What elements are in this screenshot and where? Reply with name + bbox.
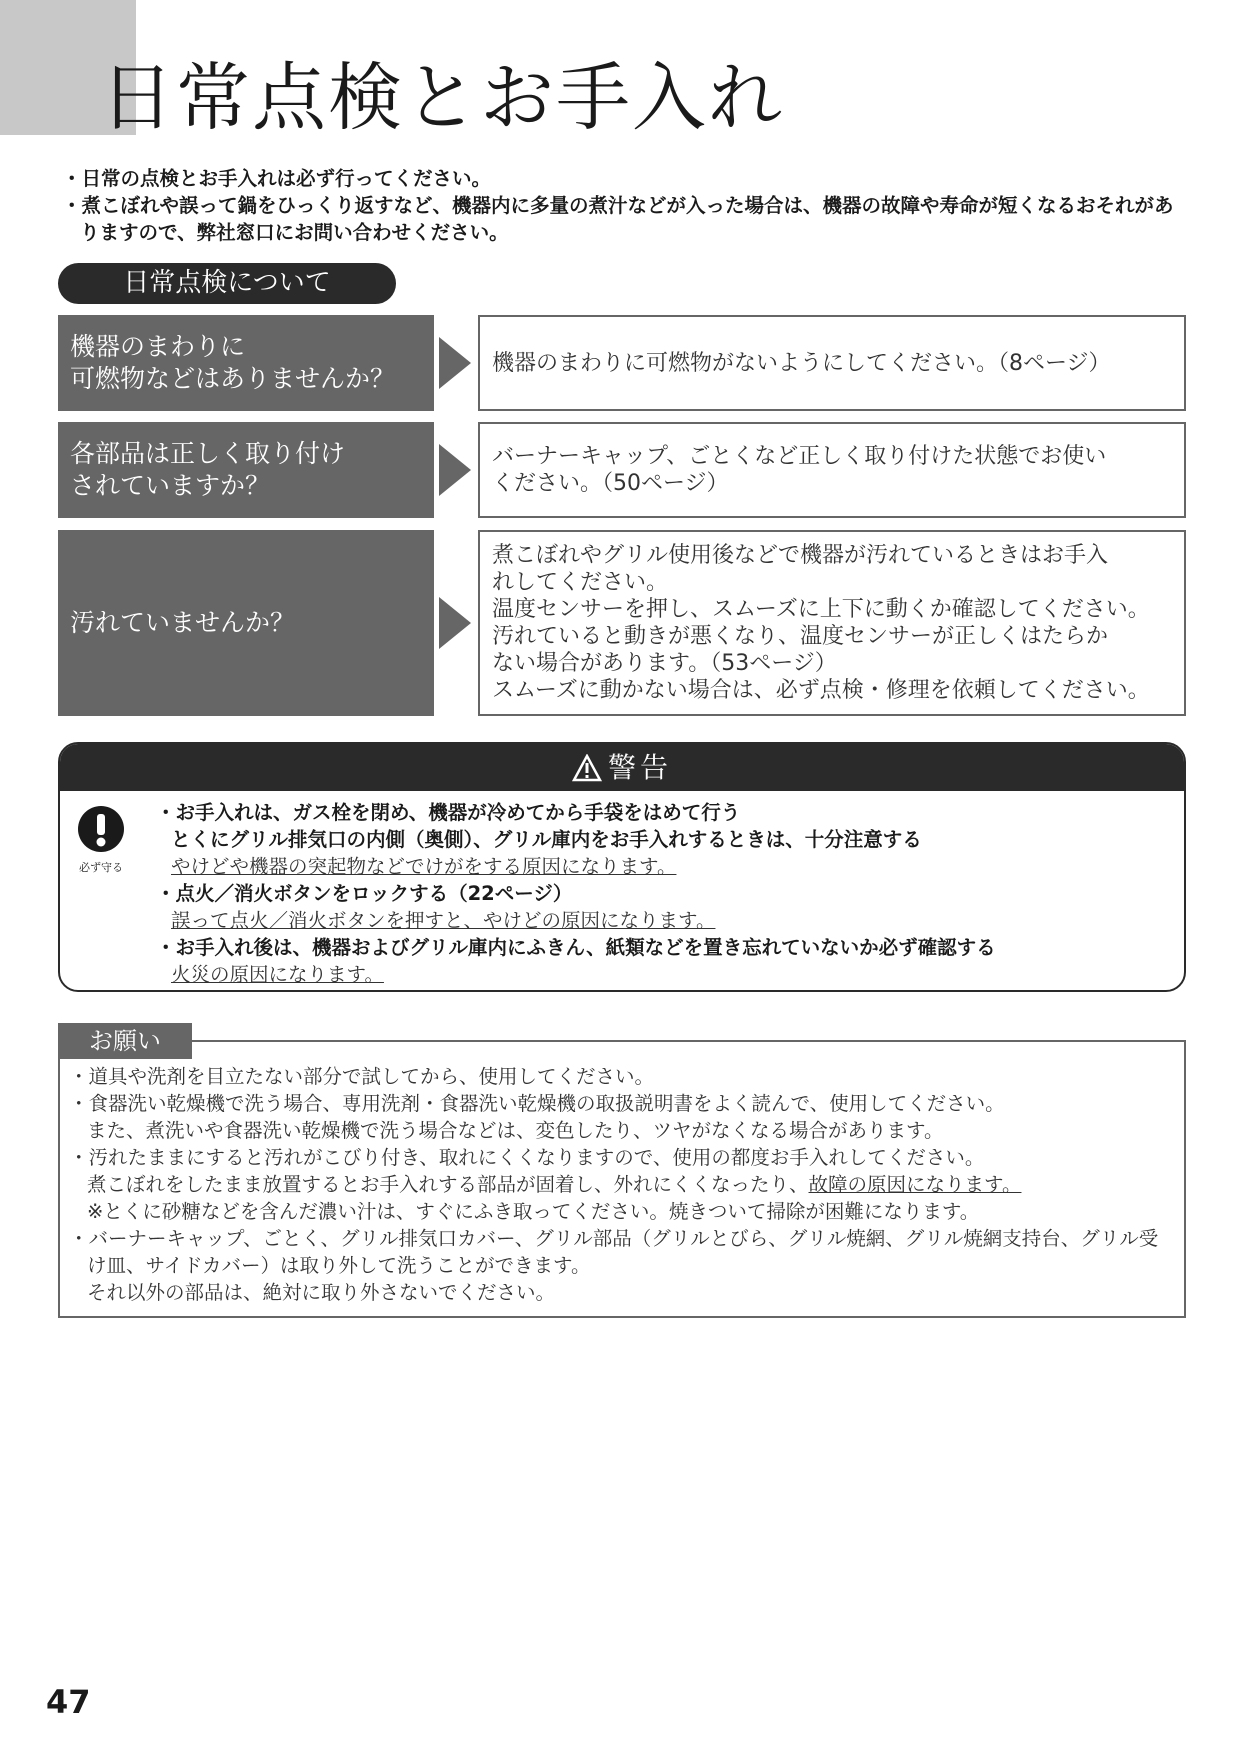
warning-triangle-icon	[572, 754, 602, 782]
answer-line: 機器のまわりに可燃物がないようにしてください。（8ページ）	[492, 350, 1111, 376]
warning-item-title: ・お手入れ後は、機器およびグリル庫内にふきん、紙類などを置き忘れていないか必ず確認する	[156, 936, 996, 959]
question-line: 可燃物などはありませんか？	[70, 364, 396, 393]
warning-item-detail	[156, 961, 1164, 988]
must-follow-badge	[75, 805, 127, 875]
page-number: 47	[46, 1683, 91, 1721]
request-line: ・バーナーキャップ、ごとく、グリル排気口カバー、グリル部品（グリルとびら、グリル焼網、グリル焼網支持台、グリル受け皿、サイドカバー）は取り外して洗うことができます。	[69, 1227, 1159, 1277]
answer-line: バーナーキャップ、ごとくなど正しく取り付けた状態でお使い	[492, 444, 1107, 469]
must-follow-label: 必ず守る	[79, 861, 123, 874]
inspection-row	[58, 422, 1186, 518]
inspection-answer	[478, 530, 1186, 716]
answer-line: スムーズに動かない場合は、必ず点検・修理を依頼してください。	[492, 678, 1150, 703]
warning-item-detail	[156, 907, 1164, 934]
request-line	[69, 1171, 1172, 1198]
answer-line: ない場合があります。（53ページ）	[492, 651, 837, 676]
intro-notes	[62, 165, 1192, 246]
request-line: ・食器洗い乾燥機で洗う場合、専用洗剤・食器洗い乾燥機の取扱説明書をよく読んで、使用してください。	[69, 1092, 1005, 1115]
inspection-header: 日常点検について	[58, 263, 396, 304]
request-header: お願い	[58, 1023, 192, 1059]
inspection-question	[58, 530, 434, 716]
warning-detail-text: 誤って点火／消火ボタンを押すと、やけどの原因になります。	[171, 909, 716, 932]
arrow-right-icon	[439, 597, 471, 649]
question-line: 機器のまわりに	[70, 332, 246, 361]
request-line: それ以外の部品は、絶対に取り外さないでください。	[87, 1281, 556, 1304]
inspection-question	[58, 315, 434, 411]
answer-line: 温度センサーを押し、スムーズに上下に動くか確認してください。	[492, 597, 1150, 622]
warning-item-title: ・点火／消火ボタンをロックする（22ページ）	[156, 882, 573, 905]
request-line: また、煮洗いや食器洗い乾燥機で洗う場合などは、変色したり、ツヤがなくなる場合があります。	[87, 1119, 944, 1142]
inspection-answer	[478, 422, 1186, 518]
warning-title: 警告	[607, 751, 672, 784]
intro-note: ・日常の点検とお手入れは必ず行ってください。	[62, 167, 492, 190]
inspection-question	[58, 422, 434, 518]
warning-detail-text: やけどや機器の突起物などでけがをする原因になります。	[171, 855, 677, 878]
inspection-answer	[478, 315, 1186, 411]
inspection-row	[58, 315, 1186, 411]
warning-item-detail	[156, 853, 1164, 880]
request-list	[69, 1063, 1172, 1306]
request-underlined-text: 故障の原因になります。	[808, 1173, 1022, 1196]
answer-line: れしてください。	[492, 570, 669, 595]
exclamation-icon	[77, 805, 125, 853]
request-line: ※とくに砂糖などを含んだ濃い汁は、すぐにふき取ってください。焼きついて掃除が困難になります。	[87, 1200, 980, 1223]
warning-header	[60, 744, 1184, 791]
warning-list	[156, 799, 1164, 988]
question-line: 各部品は正しく取り付け	[70, 439, 346, 468]
request-line: ・汚れたままにすると汚れがこびり付き、取れにくくなりますので、使用の都度お手入れしてください。	[69, 1146, 985, 1169]
request-box	[58, 1040, 1186, 1318]
warning-item-title: とくにグリル排気口の内側（奥側）、グリル庫内をお手入れするときは、十分注意する	[171, 828, 922, 851]
arrow-right-icon	[439, 444, 471, 496]
request-line: ・道具や洗剤を目立たない部分で試してから、使用してください。	[69, 1065, 655, 1088]
question-line: されていますか？	[70, 471, 271, 500]
page-title: 日常点検とお手入れ	[100, 55, 784, 141]
warning-detail-text: 火災の原因になります。	[171, 963, 384, 986]
question-line: 汚れていませんか？	[70, 608, 296, 637]
answer-line: ください。（50ページ）	[492, 471, 729, 496]
warning-item-title: ・お手入れは、ガス栓を閉め、機器が冷めてから手袋をはめて行う	[156, 801, 741, 824]
warning-box	[58, 742, 1186, 992]
answer-line: 煮こぼれやグリル使用後などで機器が汚れているときはお手入	[492, 543, 1109, 568]
request-text: 煮こぼれをしたまま放置するとお手入れする部品が固着し、外れにくくなったり、	[87, 1173, 809, 1196]
arrow-right-icon	[439, 337, 471, 389]
intro-note: ・煮こぼれや誤って鍋をひっくり返すなど、機器内に多量の煮汁などが入った場合は、機器の故障や寿命が短くなるおそれがありますので、弊社窓口にお問い合わせください。	[62, 194, 1174, 244]
answer-line: 汚れていると動きが悪くなり、温度センサーが正しくはたらか	[492, 624, 1109, 649]
inspection-row	[58, 530, 1186, 716]
